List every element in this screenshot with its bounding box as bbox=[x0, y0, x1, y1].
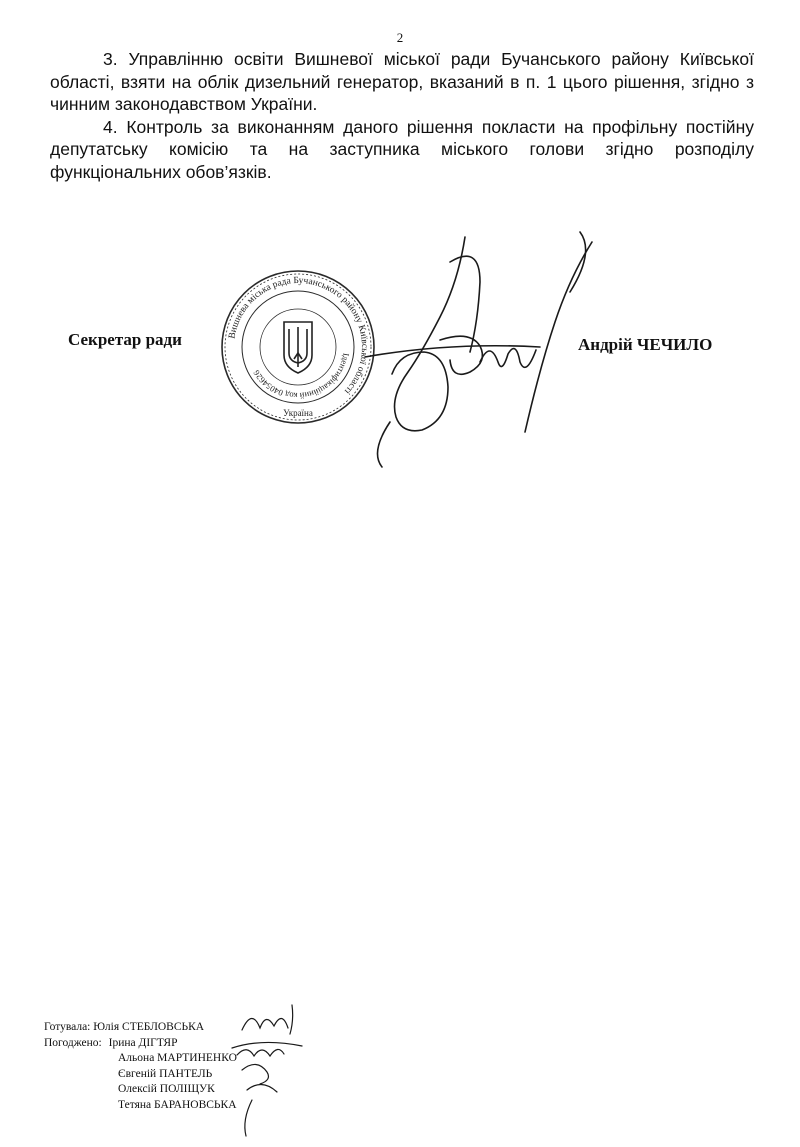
prepared-label: Готувала: bbox=[44, 1021, 91, 1033]
signatory-name: Андрій ЧЕЧИЛО bbox=[578, 335, 713, 354]
agreed-label: Погоджено: bbox=[44, 1036, 102, 1049]
agreed-row bbox=[44, 1036, 237, 1052]
agreed-by-5: Тетяна БАРАНОВСЬКА bbox=[118, 1098, 237, 1111]
seal-outer-text: Вишнева міська рада Бучанського району Київської області bbox=[227, 275, 370, 396]
page-number: 2 bbox=[396, 30, 404, 45]
agreed-by-2: Альона МАРТИНЕНКО bbox=[118, 1052, 237, 1064]
handwritten-signature bbox=[330, 222, 600, 482]
prepared-row bbox=[44, 1020, 237, 1036]
agreed-by-3: Євгеній ПАНТЕЛЬ bbox=[118, 1067, 213, 1080]
prepared-by: Юлія СТЕБЛОВСЬКА bbox=[93, 1021, 205, 1033]
approvals-block bbox=[44, 1020, 237, 1113]
paragraph-3: 3. Управлінню освіти Вишневої міської ради Бучанського району Київської області, взяти на облік дизельний генератор, вказаний в п. 1 цього рішення, згідно з чинним законодавством України. bbox=[50, 49, 754, 114]
signatory-role: Секретар ради bbox=[68, 330, 182, 349]
body-text bbox=[50, 48, 754, 183]
agreed-by-4: Олексій ПОЛІЩУК bbox=[118, 1083, 215, 1095]
paragraph-4: 4. Контроль за виконанням даного рішення покласти на профільну постійну депутатську комісію та на заступника міського голови згідно розподілу функціональних обов’язків. bbox=[50, 116, 754, 182]
trident-emblem-icon bbox=[284, 322, 312, 373]
seal-inner-text: Ідентифікаційний код 04054626 bbox=[251, 352, 352, 402]
seal-country-text: Україна bbox=[283, 408, 313, 418]
approval-signatures bbox=[222, 1000, 322, 1140]
agreed-by-1: Ірина ДІГТЯР bbox=[108, 1036, 178, 1049]
